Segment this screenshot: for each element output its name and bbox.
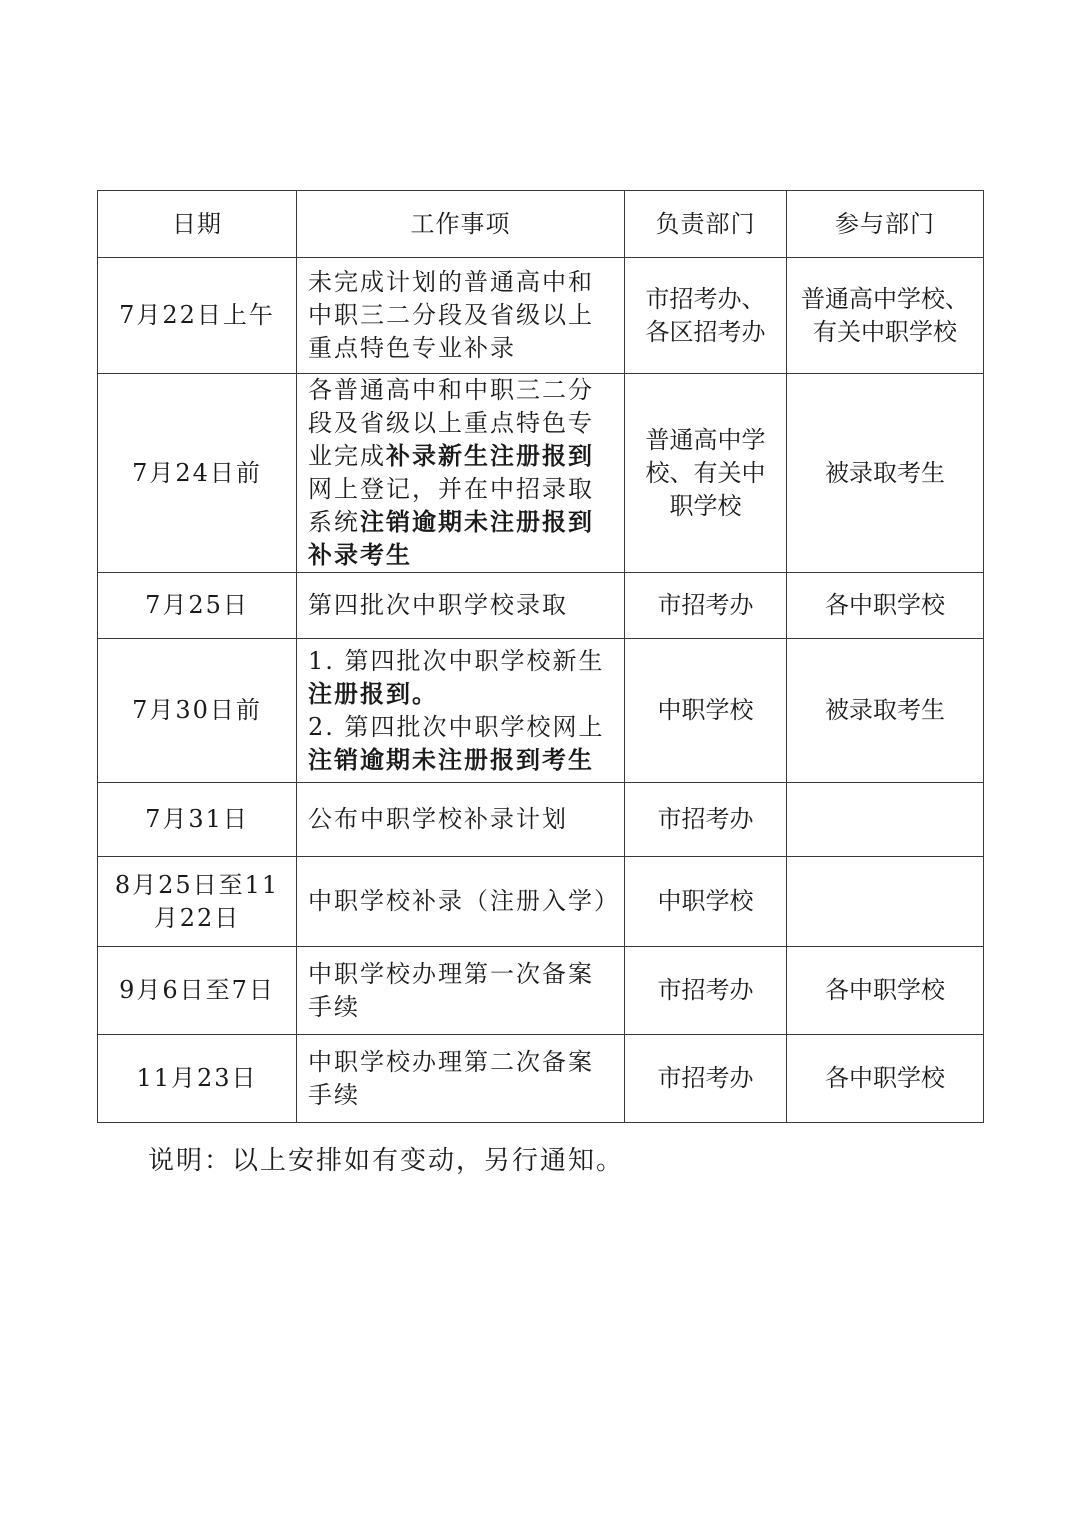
row-date: 7月31日 [98, 783, 297, 857]
row-participant: 各中职学校 [787, 1035, 984, 1123]
header-responsible: 负责部门 [625, 191, 787, 258]
header-participant: 参与部门 [787, 191, 984, 258]
row-responsible: 市招考办、各区招考办 [625, 258, 787, 374]
header-task: 工作事项 [297, 191, 625, 258]
row-participant: 普通高中学校、有关中职学校 [787, 258, 984, 374]
row-responsible: 市招考办 [625, 573, 787, 639]
row-date: 7月25日 [98, 573, 297, 639]
table-row [98, 857, 984, 947]
row-responsible: 市招考办 [625, 1035, 787, 1123]
task-text: 2. 第四批次中职学校网上 [308, 712, 605, 741]
table-row [98, 639, 984, 783]
row-responsible: 中职学校 [625, 857, 787, 947]
schedule-table [97, 190, 984, 1123]
row-responsible: 普通高中学校、有关中职学校 [625, 374, 787, 573]
row-task: 中职学校补录（注册入学） [297, 857, 625, 947]
task-emphasis: 注销逾期未注册报到补录考生 [308, 508, 594, 569]
row-date: 8月25日至11月22日 [98, 857, 297, 947]
task-text: 网上登记，并在中招录取系统 [308, 475, 594, 536]
task-emphasis: 注册报到。 [308, 679, 438, 708]
row-participant: 被录取考生 [787, 639, 984, 783]
row-date: 11月23日 [98, 1035, 297, 1123]
task-text: 1. 第四批次中职学校新生 [308, 646, 605, 675]
table-row [98, 1035, 984, 1123]
footnote: 说明：以上安排如有变动，另行通知。 [148, 1146, 625, 1176]
row-task: 中职学校办理第二次备案手续 [297, 1035, 625, 1123]
row-responsible: 市招考办 [625, 947, 787, 1035]
row-date: 7月24日前 [98, 374, 297, 573]
table-header-row [98, 191, 984, 258]
row-participant [787, 783, 984, 857]
task-text: 各普通高中和中职三二分段及省级以上重点特色专业完成 [308, 376, 594, 470]
row-date: 7月30日前 [98, 639, 297, 783]
row-participant: 被录取考生 [787, 374, 984, 573]
row-date: 7月22日上午 [98, 258, 297, 374]
table-row [98, 947, 984, 1035]
row-task [297, 639, 625, 783]
header-date: 日期 [98, 191, 297, 258]
row-participant: 各中职学校 [787, 573, 984, 639]
row-responsible: 中职学校 [625, 639, 787, 783]
table-row [98, 783, 984, 857]
row-task: 公布中职学校补录计划 [297, 783, 625, 857]
table-row [98, 573, 984, 639]
row-task: 第四批次中职学校录取 [297, 573, 625, 639]
task-emphasis: 注销逾期未注册报到考生 [308, 745, 594, 774]
row-responsible: 市招考办 [625, 783, 787, 857]
task-emphasis: 补录新生注册报到 [386, 442, 594, 470]
table-row [98, 258, 984, 374]
table-row [98, 374, 984, 573]
row-participant [787, 857, 984, 947]
row-participant: 各中职学校 [787, 947, 984, 1035]
row-task: 未完成计划的普通高中和中职三二分段及省级以上重点特色专业补录 [297, 258, 625, 374]
row-task [297, 374, 625, 573]
row-task: 中职学校办理第一次备案手续 [297, 947, 625, 1035]
row-date: 9月6日至7日 [98, 947, 297, 1035]
